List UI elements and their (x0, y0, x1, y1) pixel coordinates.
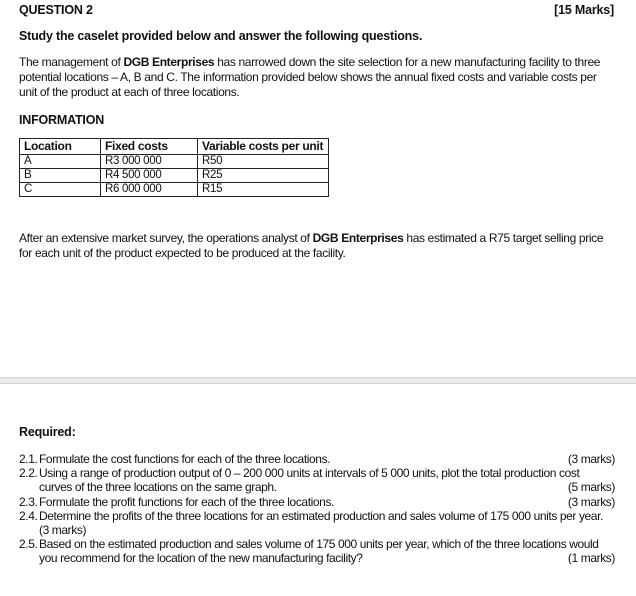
item-number: 2.1. (19, 452, 38, 466)
item-marks: (1 marks) (567, 551, 615, 566)
fixed-cost-cell: R4 500 000 (101, 169, 198, 183)
header-location: Location (20, 139, 101, 155)
item-marks: (3 marks) (567, 494, 615, 509)
survey-text-end: has estimated a R75 target selling price for each unit of the product expected to be produced at the facility. (19, 231, 604, 260)
item-text: Determine the profits of the three locations for an estimated production and sales volume of 175 000 units per year. (39, 508, 603, 523)
required-item (19, 452, 615, 466)
location-cell: C (20, 183, 101, 197)
question-header (19, 3, 614, 19)
variable-cost-cell: R15 (198, 183, 329, 197)
table-row (20, 155, 329, 169)
header-variable-costs: Variable costs per unit (198, 139, 329, 155)
company-name: DGB Enterprises (123, 55, 215, 69)
required-item (19, 537, 615, 565)
location-cell: B (20, 169, 101, 183)
question-title: QUESTION 2 (19, 3, 93, 17)
item-text: Using a range of production output of 0 – 200 000 units at intervals of 5 000 units, plot the total production cost curves of the three locations on the same graph. (39, 466, 580, 495)
instruction-text: Study the caselet provided below and answer the following questions. (19, 29, 423, 43)
variable-cost-cell: R50 (198, 155, 329, 169)
location-cell: A (20, 155, 101, 169)
required-item (19, 466, 615, 494)
survey-text-start: After an extensive market survey, the operations analyst of (19, 231, 313, 245)
item-marks: (3 marks) (39, 523, 87, 538)
survey-paragraph (19, 231, 617, 261)
information-heading: INFORMATION (19, 113, 105, 127)
intro-text-end: has narrowed down the site selection for a new manufacturing facility to three potential locations – A, B and C. The information provided below shows the annual fixed costs and variable costs per unit of the product at each of three locations. (19, 55, 601, 99)
item-number: 2.5. (19, 537, 38, 552)
table-row (20, 183, 329, 197)
required-item (19, 509, 615, 537)
item-text: Based on the estimated production and sales volume of 175 000 units per year, which of the three locations would you recommend for the location of the new manufacturing facility? (39, 537, 599, 566)
item-number: 2.4. (19, 508, 38, 523)
required-heading: Required: (19, 425, 76, 439)
item-number: 2.2. (19, 466, 38, 481)
fixed-cost-cell: R3 000 000 (101, 155, 198, 169)
question-marks: [15 Marks] (554, 3, 614, 17)
required-item (19, 495, 615, 509)
variable-cost-cell: R25 (198, 169, 329, 183)
table-header-row (20, 139, 329, 155)
page-divider (0, 377, 636, 384)
header-fixed-costs: Fixed costs (101, 139, 198, 155)
item-marks: (3 marks) (567, 452, 615, 466)
item-marks: (5 marks) (567, 480, 615, 495)
item-text: Formulate the profit functions for each of the three locations. (39, 494, 334, 509)
intro-paragraph (19, 55, 617, 100)
item-text: Formulate the cost functions for each of the three locations. (39, 452, 331, 466)
intro-text-start: The management of (19, 55, 124, 69)
required-list (19, 452, 615, 566)
information-table (19, 138, 329, 197)
company-name: DGB Enterprises (312, 231, 404, 245)
item-number: 2.3. (19, 494, 38, 509)
table-row (20, 169, 329, 183)
fixed-cost-cell: R6 000 000 (101, 183, 198, 197)
